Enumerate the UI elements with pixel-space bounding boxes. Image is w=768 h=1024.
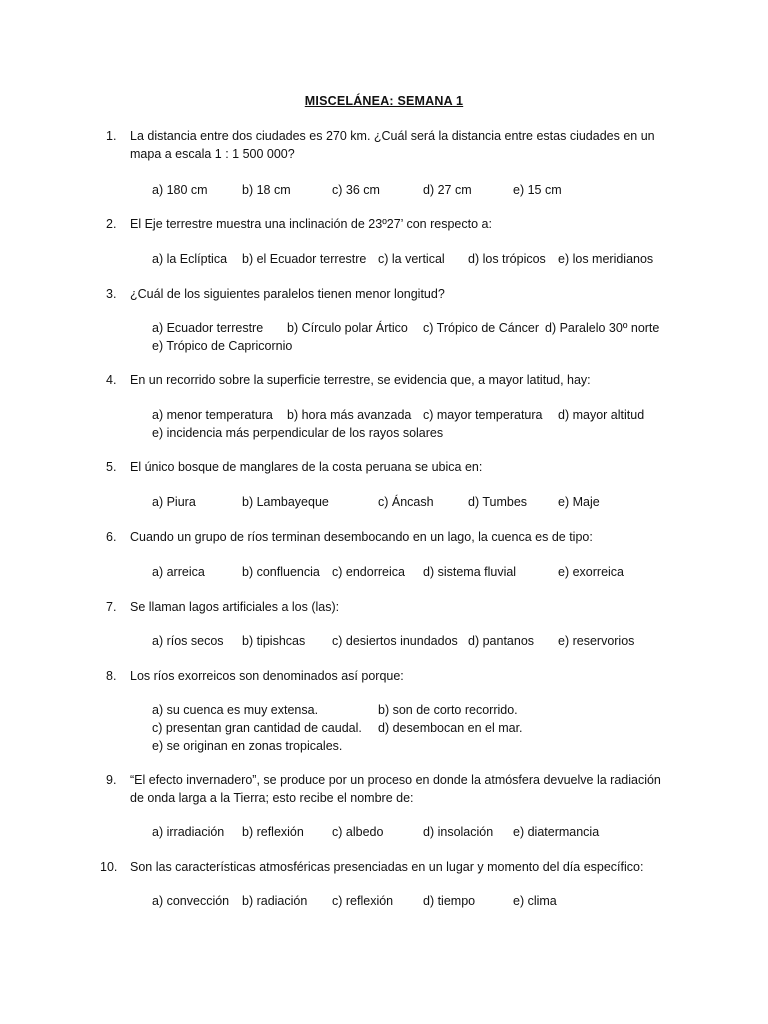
option-d: d) mayor altitud [558,408,645,422]
page-title: MISCELÁNEA: SEMANA 1 [304,94,464,108]
question-text: ¿Cuál de los siguientes paralelos tienen menor longitud? [130,287,445,301]
options-4 [152,406,692,442]
question-number: 8. [106,669,117,683]
option-d: d) Paralelo 30º norte [545,321,660,335]
question-10 [100,858,666,876]
option-b: b) el Ecuador terrestre [242,252,367,266]
question-text: El único bosque de manglares de la costa peruana se ubica en: [130,460,483,474]
option-a: a) su cuenca es muy extensa. [152,703,319,717]
option-d: d) Tumbes [468,495,528,509]
options-1 [152,181,692,199]
question-4 [106,371,666,389]
question-number: 4. [106,373,117,387]
options-3 [152,319,692,355]
question-2 [106,215,666,233]
question-number: 2. [106,217,117,231]
option-e: e) Maje [558,495,600,509]
question-text: En un recorrido sobre la superficie terrestre, se evidencia que, a mayor latitud, hay: [130,373,591,387]
option-a: a) ríos secos [152,634,224,648]
question-text: La distancia entre dos ciudades es 270 km. ¿Cuál será la distancia entre estas ciudades en un mapa a escala 1 : 1 500 000? [130,129,655,161]
option-a: a) arreica [152,565,205,579]
option-a: a) menor temperatura [152,408,273,422]
option-b: b) 18 cm [242,183,291,197]
question-8 [106,667,666,685]
question-number: 5. [106,460,117,474]
option-c: c) desiertos inundados [332,634,458,648]
options-5 [152,493,692,511]
option-d: d) pantanos [468,634,535,648]
option-a: a) irradiación [152,825,225,839]
question-number: 9. [106,773,117,787]
option-b: b) Lambayeque [242,495,329,509]
option-e: e) diatermancia [513,825,600,839]
options-6 [152,563,692,581]
option-c: c) presentan gran cantidad de caudal. [152,721,362,735]
option-d: d) los trópicos [468,252,546,266]
option-b: b) son de corto recorrido. [378,703,518,717]
option-c: c) mayor temperatura [423,408,543,422]
question-number: 10. [100,860,118,874]
option-a: a) Ecuador terrestre [152,321,264,335]
option-b: b) Círculo polar Ártico [287,321,408,335]
options-8 [152,701,692,755]
option-c: c) Áncash [378,495,434,509]
question-number: 3. [106,287,117,301]
question-number: 6. [106,530,117,544]
option-c: c) la vertical [378,252,445,266]
option-e: e) los meridianos [558,252,654,266]
question-text: Se llaman lagos artificiales a los (las): [130,600,340,614]
option-b: b) hora más avanzada [287,408,412,422]
question-number: 1. [106,129,117,143]
options-7 [152,632,692,650]
option-a: a) Piura [152,495,196,509]
option-b: b) tipishcas [242,634,306,648]
option-e: e) Trópico de Capricornio [152,339,293,353]
question-text: Cuando un grupo de ríos terminan desembocando en un lago, la cuenca es de tipo: [130,530,593,544]
option-d: d) desembocan en el mar. [378,721,523,735]
option-e: e) 15 cm [513,183,562,197]
option-c: c) 36 cm [332,183,380,197]
option-e: e) se originan en zonas tropicales. [152,739,343,753]
option-c: c) reflexión [332,894,394,908]
option-e: e) reservorios [558,634,635,648]
option-e: e) exorreica [558,565,624,579]
option-d: d) insolación [423,825,494,839]
options-10 [152,892,692,910]
option-a: a) la Eclíptica [152,252,228,266]
question-1 [106,127,666,163]
option-c: c) albedo [332,825,384,839]
question-3 [106,285,666,303]
option-e: e) clima [513,894,557,908]
question-number: 7. [106,600,117,614]
option-b: b) radiación [242,894,308,908]
option-d: d) 27 cm [423,183,472,197]
option-a: a) 180 cm [152,183,208,197]
question-6 [106,528,666,546]
options-9 [152,823,692,841]
option-d: d) sistema fluvial [423,565,517,579]
option-a: a) convección [152,894,230,908]
question-text: Los ríos exorreicos son denominados así porque: [130,669,404,683]
option-c: c) endorreica [332,565,405,579]
option-b: b) reflexión [242,825,304,839]
options-2 [152,250,692,268]
option-c: c) Trópico de Cáncer [423,321,540,335]
option-e: e) incidencia más perpendicular de los rayos solares [152,426,444,440]
question-text: “El efecto invernadero”, se produce por un proceso en donde la atmósfera devuelve la radiación de onda larga a la Tierra; esto recibe el nombre de: [130,773,661,805]
question-text: El Eje terrestre muestra una inclinación de 23º27’ con respecto a: [130,217,492,231]
option-d: d) tiempo [423,894,476,908]
question-5 [106,458,666,476]
question-text: Son las características atmosféricas presenciadas en un lugar y momento del día específico: [130,860,644,874]
question-9 [106,771,666,807]
option-b: b) confluencia [242,565,320,579]
question-7 [106,598,666,616]
